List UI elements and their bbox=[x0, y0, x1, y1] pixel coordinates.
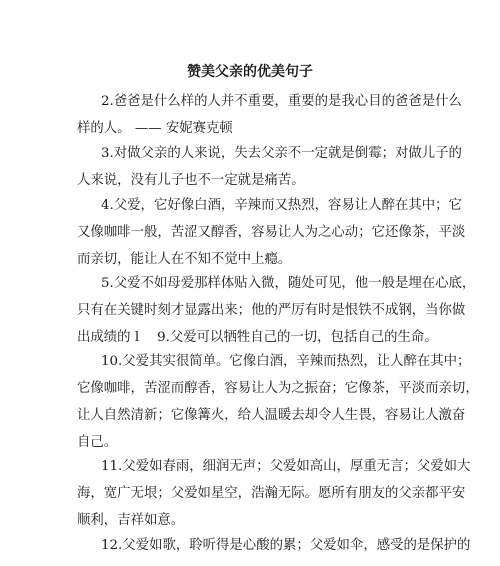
paragraph-fragment: 出成绩的 l bbox=[77, 330, 140, 345]
paragraph-2 bbox=[77, 88, 462, 142]
paragraph-line: 又像咖啡一般，苦涩又醇香，容易让人为之心动；它还像茶，平淡 bbox=[77, 225, 466, 240]
paragraph-line: 3.对做父亲的人来说，失去父亲不一定就是倒霉；对做儿子的 bbox=[101, 146, 462, 161]
paragraph-line: 海，宽广无垠；父爱如星空，浩瀚无际。愿所有朋友的父亲都平安 bbox=[77, 486, 466, 501]
paragraph-line: 样的人。 —— 安妮赛克顿 bbox=[77, 121, 233, 136]
paragraph-line: 自己。 bbox=[77, 435, 118, 450]
page-title: 赞美父亲的优美句子 bbox=[187, 64, 313, 80]
paragraph-line: 10.父爱其实很简单。它像白酒，辛辣而热烈，让人醉在其中； bbox=[101, 354, 471, 369]
paragraph-line: 顺利，吉祥如意。 bbox=[77, 513, 185, 528]
paragraph-line: 只有在关键时刻才显露出来；他的严厉有时是恨铁不成钢，当你做 bbox=[77, 303, 466, 318]
paragraph-line: 11.父爱如春雨，细润无声；父爱如高山，厚重无言；父爱如大 bbox=[101, 459, 471, 474]
paragraph-11 bbox=[77, 453, 471, 534]
paragraph-line: 2.爸爸是什么样的人并不重要，重要的是我心目的爸爸是什么 bbox=[101, 94, 462, 109]
paragraph-3 bbox=[77, 140, 462, 194]
paragraph-fragment: 9.父爱可以牺牲自己的一切，包括自己的生命。 bbox=[157, 330, 438, 345]
paragraph-10 bbox=[77, 348, 479, 456]
paragraph-line: 4.父爱，它好像白酒，辛辣而又热烈，容易让人醉在其中；它 bbox=[101, 198, 462, 213]
paragraph-line: 而亲切，能让人在不知不觉中上瘾。 bbox=[77, 252, 292, 267]
paragraph-5 bbox=[77, 270, 476, 351]
paragraph-4 bbox=[77, 192, 466, 273]
paragraph-line: 人来说，没有儿子也不一定就是痛苦。 bbox=[77, 173, 305, 188]
paragraph-line bbox=[77, 324, 438, 351]
paragraph-line: 5.父爱不如母爱那样体贴入微，随处可见，他一般是埋在心底， bbox=[101, 276, 476, 291]
paragraph-line: 12.父爱如歌，聆听得是心酸的累；父爱如伞，感受的是保护的 bbox=[101, 538, 471, 553]
paragraph-line: 让人自然清新；它像篝火，给人温暖去却令人生畏，容易让人激奋 bbox=[77, 408, 466, 423]
paragraph-12 bbox=[77, 532, 471, 559]
paragraph-line: 它像咖啡，苦涩而醇香，容易让人为之振奋；它像茶，平淡而亲切， bbox=[77, 381, 479, 396]
